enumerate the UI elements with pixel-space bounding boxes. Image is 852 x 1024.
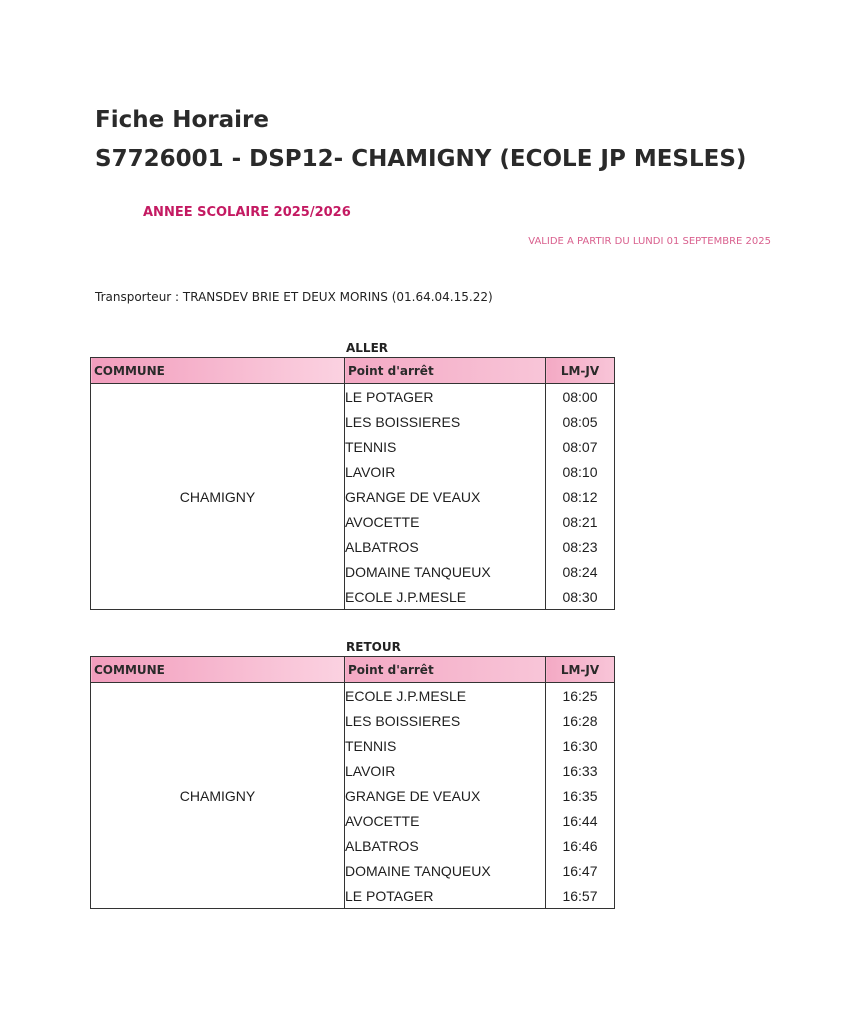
- aller-timetable: [90, 357, 615, 610]
- stop-name: LES BOISSIERES: [345, 708, 546, 733]
- stop-name: ALBATROS: [345, 534, 546, 559]
- line-title: S7726001 - DSP12- CHAMIGNY (ECOLE JP MESLES): [95, 146, 747, 172]
- column-header-stop: Point d'arrêt: [345, 358, 546, 384]
- stop-name: GRANGE DE VEAUX: [345, 783, 546, 808]
- column-header-stop: Point d'arrêt: [345, 657, 546, 683]
- stop-name: LAVOIR: [345, 459, 546, 484]
- departure-time: 08:12: [562, 488, 598, 505]
- stop-name: AVOCETTE: [345, 509, 546, 534]
- stop-name: ECOLE J.P.MESLE: [345, 584, 546, 610]
- stop-name: TENNIS: [345, 434, 546, 459]
- stop-name: LES BOISSIERES: [345, 409, 546, 434]
- column-header-commune: COMMUNE: [91, 358, 345, 384]
- departure-time: 16:46: [562, 837, 598, 854]
- school-year: ANNEE SCOLAIRE 2025/2026: [143, 205, 351, 220]
- stop-name: ECOLE J.P.MESLE: [345, 683, 546, 709]
- departure-time: 16:28: [562, 712, 598, 729]
- table-row: [91, 683, 615, 709]
- departure-time: 08:24: [562, 563, 598, 580]
- commune-cell: CHAMIGNY: [91, 683, 345, 909]
- departure-time: 08:10: [562, 463, 598, 480]
- retour-label: RETOUR: [346, 640, 401, 654]
- stop-name: LAVOIR: [345, 758, 546, 783]
- table-header-row: [91, 358, 615, 384]
- departure-time: 16:35: [562, 787, 598, 804]
- stop-name: AVOCETTE: [345, 808, 546, 833]
- stop-name: DOMAINE TANQUEUX: [345, 559, 546, 584]
- departure-time: 08:21: [562, 513, 598, 530]
- commune-cell: CHAMIGNY: [91, 384, 345, 610]
- table-row: [91, 384, 615, 410]
- departure-time: 16:44: [562, 812, 598, 829]
- table-header-row: [91, 657, 615, 683]
- column-header-days: LM-JV: [546, 358, 615, 384]
- departure-time: 08:07: [562, 438, 598, 455]
- departure-time: 08:05: [562, 413, 598, 430]
- page-title: Fiche Horaire: [95, 107, 269, 133]
- departure-time: 16:47: [562, 862, 598, 879]
- departure-time: 16:30: [562, 737, 598, 754]
- carrier-info: Transporteur : TRANSDEV BRIE ET DEUX MORINS (01.64.04.15.22): [95, 290, 493, 304]
- departure-time: 16:33: [562, 762, 598, 779]
- departure-time: 16:25: [562, 687, 598, 704]
- aller-label: ALLER: [346, 341, 389, 355]
- validity-date: VALIDE A PARTIR DU LUNDI 01 SEPTEMBRE 2025: [528, 236, 771, 247]
- column-header-days: LM-JV: [546, 657, 615, 683]
- stop-name: TENNIS: [345, 733, 546, 758]
- departure-time: 08:30: [562, 588, 598, 605]
- departure-time: 08:00: [562, 388, 598, 405]
- stop-name: DOMAINE TANQUEUX: [345, 858, 546, 883]
- departure-time: 16:57: [562, 887, 598, 904]
- column-header-commune: COMMUNE: [91, 657, 345, 683]
- stop-name: LE POTAGER: [345, 883, 546, 909]
- stop-name: GRANGE DE VEAUX: [345, 484, 546, 509]
- departure-time: 08:23: [562, 538, 598, 555]
- stop-name: LE POTAGER: [345, 384, 546, 410]
- retour-timetable: [90, 656, 615, 909]
- stop-name: ALBATROS: [345, 833, 546, 858]
